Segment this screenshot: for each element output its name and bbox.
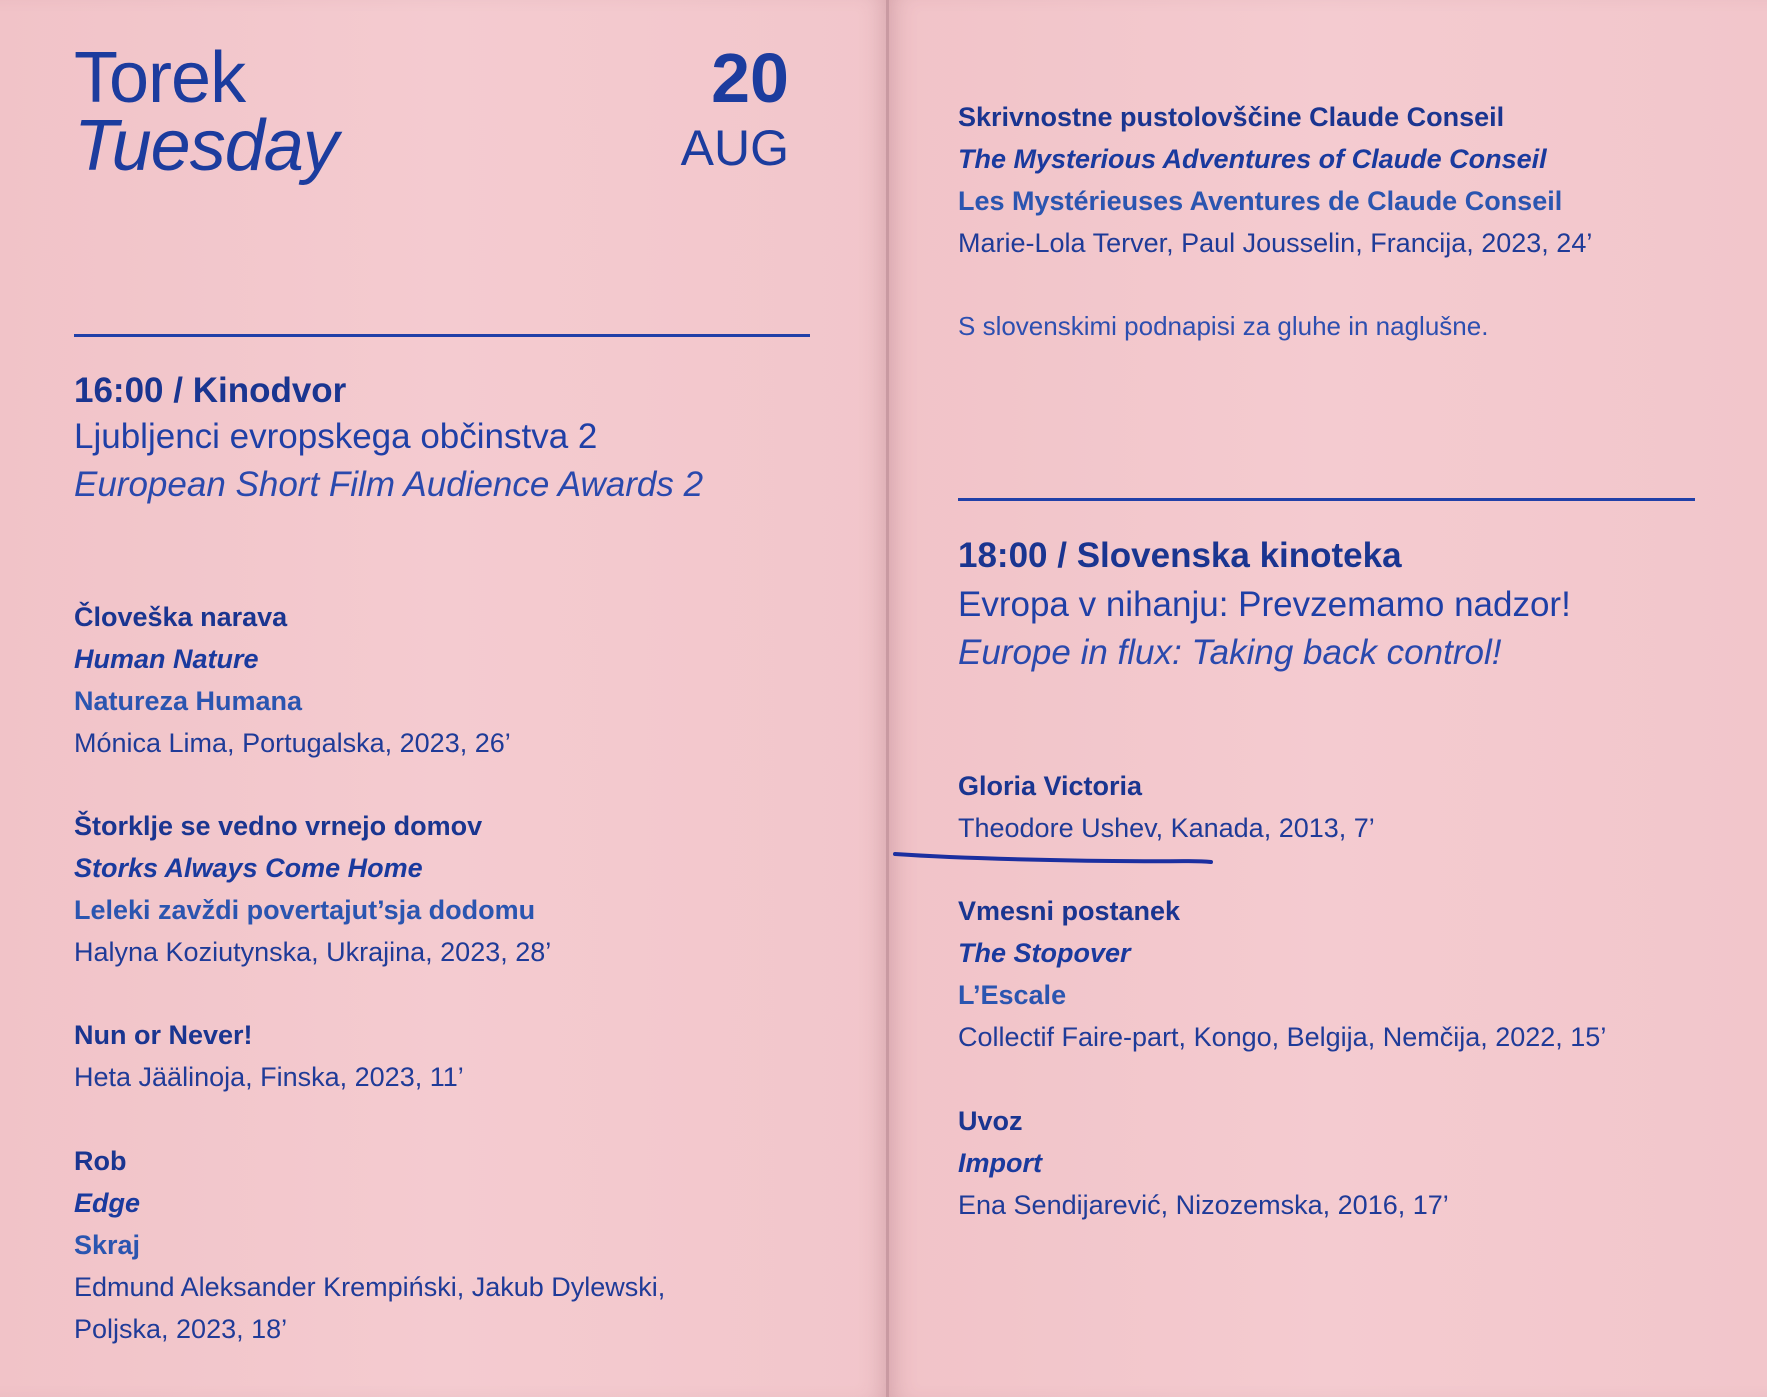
film-line-reg: Theodore Ushev, Kanada, 2013, 7’ (958, 813, 1375, 843)
film-line-reg: Ena Sendijarević, Nizozemska, 2016, 17’ (958, 1190, 1449, 1220)
film-line-reg: Halyna Koziutynska, Ukrajina, 2023, 28’ (74, 937, 552, 967)
film-line-bold: Štorklje se vedno vrnejo domov (74, 811, 483, 841)
film-line-bi: The Stopover (958, 938, 1131, 968)
film-line-bi: Import (958, 1148, 1042, 1178)
pen-underline (893, 848, 1213, 868)
date-number: 20 (711, 39, 789, 117)
film-entry (74, 1140, 665, 1350)
day-slovene: Torek (74, 38, 246, 118)
film-line-reg: Marie-Lola Terver, Paul Jousselin, Francija, 2023, 24’ (958, 228, 1593, 258)
session-title-slovene-left: Ljubljenci evropskega občinstva 2 (74, 417, 598, 456)
film-line-bold: Nun or Never! (74, 1020, 253, 1050)
film-entry (958, 96, 1592, 264)
session-title-english-left: European Short Film Audience Awards 2 (74, 465, 704, 504)
film-entry (74, 1014, 464, 1098)
film-entry (958, 765, 1375, 849)
film-line-bold: Uvoz (958, 1106, 1023, 1136)
film-line-bold: Skrivnostne pustolovščine Claude Conseil (958, 102, 1505, 132)
day-english: Tuesday (74, 106, 338, 186)
film-line-bi: Human Nature (74, 644, 259, 674)
film-entry (958, 890, 1606, 1058)
film-entry (74, 596, 511, 764)
film-line-reg: Mónica Lima, Portugalska, 2023, 26’ (74, 728, 511, 758)
film-line-bold: Vmesni postanek (958, 896, 1181, 926)
film-line-bi: Storks Always Come Home (74, 853, 423, 883)
film-line-b2: L’Escale (958, 980, 1067, 1010)
date-month: AUG (680, 120, 789, 176)
film-entry (958, 1100, 1449, 1226)
film-line-bi: Edge (74, 1188, 141, 1218)
session-time-venue-left: 16:00 / Kinodvor (74, 371, 347, 410)
session-time-venue-right: 18:00 / Slovenska kinoteka (958, 536, 1402, 575)
film-line-b2: Leleki zavždi povertajut’sja dodomu (74, 895, 536, 925)
session-title-slovene-right: Evropa v nihanju: Prevzemamo nadzor! (958, 585, 1571, 624)
film-line-reg: Edmund Aleksander Krempiński, Jakub Dylewski, (74, 1272, 666, 1302)
divider-right (958, 498, 1695, 501)
film-entry (74, 805, 551, 973)
divider-left (74, 334, 810, 337)
film-line-reg: Poljska, 2023, 18’ (74, 1314, 288, 1344)
film-line-bi: The Mysterious Adventures of Claude Conseil (958, 144, 1547, 174)
booklet-spine (886, 0, 889, 1397)
film-line-b2: Les Mystérieuses Aventures de Claude Conseil (958, 186, 1563, 216)
film-line-reg: Collectif Faire-part, Kongo, Belgija, Nemčija, 2022, 15’ (958, 1022, 1607, 1052)
film-line-bold: Človeška narava (74, 602, 288, 632)
film-line-bold: Rob (74, 1146, 127, 1176)
session-title-english-right: Europe in flux: Taking back control! (958, 633, 1502, 672)
film-line-reg: Heta Jäälinoja, Finska, 2023, 11’ (74, 1062, 464, 1092)
subtitle-note: S slovenskimi podnapisi za gluhe in naglušne. (958, 311, 1489, 341)
film-line-b2: Natureza Humana (74, 686, 303, 716)
film-line-b2: Skraj (74, 1230, 141, 1260)
film-line-bold: Gloria Victoria (958, 771, 1143, 801)
